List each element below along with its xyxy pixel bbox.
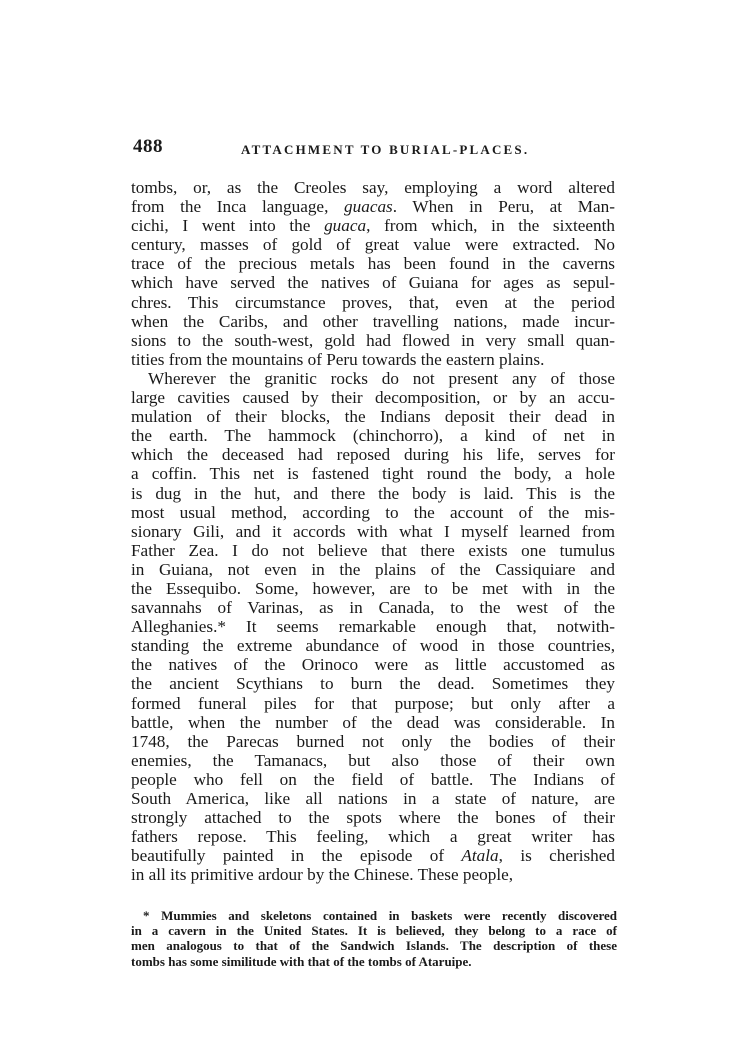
text-line: Father Zea. I do not believe that there exists one tumulus (131, 540, 615, 560)
footnote-line: in a cavern in the United States. It is believed, they belong to a race of (131, 923, 617, 939)
text-line: standing the extreme abundance of wood in those countries, (131, 636, 615, 656)
text-line: Alleghanies.* It seems remarkable enough that, notwith- (131, 617, 615, 637)
text-line: Wherever the granitic rocks do not present any of those (148, 368, 615, 388)
text-line: the earth. The hammock (chinchorro), a kind of net in (131, 426, 615, 446)
text-line: from the Inca language, guacas. When in Peru, at Man- (131, 197, 615, 217)
footnote-line: * Mummies and skeletons contained in baskets were recently discovered (143, 908, 617, 923)
text-line: beautifully painted in the episode of Atala, is cherished (131, 846, 615, 866)
text-line: is dug in the hut, and there the body is laid. This is the (131, 483, 615, 503)
text-line: fathers repose. This feeling, which a great writer has (131, 827, 615, 847)
text-line: large cavities caused by their decomposition, or by an accu- (131, 388, 615, 408)
running-head: ATTACHMENT TO BURIAL-PLACES. (241, 142, 530, 157)
text-line: trace of the precious metals has been found in the caverns (131, 254, 615, 274)
footnote (131, 908, 617, 969)
text-line: the natives of the Orinoco were as little accustomed as (131, 655, 615, 675)
page-number: 488 (133, 136, 163, 157)
text-line: battle, when the number of the dead was considerable. In (131, 712, 615, 732)
text-line: sionary Gili, and it accords with what I myself learned from (131, 521, 615, 541)
body-text (131, 178, 615, 884)
text-line: formed funeral piles for that purpose; but only after a (131, 693, 615, 713)
text-line: tities from the mountains of Peru towards the eastern plains. (131, 349, 545, 369)
text-line: which have served the natives of Guiana for ages as sepul- (131, 273, 615, 293)
text-line: mulation of their blocks, the Indians deposit their dead in (131, 407, 615, 427)
text-line: strongly attached to the spots where the bones of their (131, 808, 615, 828)
text-line: cichi, I went into the guaca, from which, in the sixteenth (131, 216, 615, 236)
text-line: a coffin. This net is fastened tight round the body, a hole (131, 464, 615, 484)
text-line: tombs, or, as the Creoles say, employing a word altered (131, 178, 615, 197)
text-line: chres. This circumstance proves, that, even at the period (131, 292, 615, 312)
page-header (133, 136, 613, 162)
text-line: the Essequibo. Some, however, are to be met with in the (131, 578, 615, 598)
text-line: when the Caribs, and other travelling nations, made incur- (131, 311, 615, 331)
text-line: 1748, the Parecas burned not only the bodies of their (131, 731, 615, 751)
text-line: savannahs of Varinas, as in Canada, to the west of the (131, 598, 615, 618)
text-line: which the deceased had reposed during his life, serves for (131, 445, 615, 465)
text-line: in all its primitive ardour by the Chinese. These people, (131, 865, 514, 885)
text-line: the ancient Scythians to burn the dead. Sometimes they (131, 674, 615, 694)
text-line: people who fell on the field of battle. The Indians of (131, 769, 615, 789)
text-line: century, masses of gold of great value were extracted. No (131, 235, 615, 255)
text-line: sions to the south-west, gold had flowed in very small quan- (131, 330, 615, 350)
text-line: enemies, the Tamanacs, but also those of their own (131, 750, 615, 770)
text-line: South America, like all nations in a state of nature, are (131, 789, 615, 808)
footnote-line: tombs has some similitude with that of the tombs of Ataruipe. (131, 953, 472, 969)
footnote-line: men analogous to that of the Sandwich Islands. The description of these (131, 938, 617, 954)
text-line: in Guiana, not even in the plains of the Cassiquiare and (131, 559, 615, 579)
text-line: most usual method, according to the account of the mis- (131, 502, 615, 522)
